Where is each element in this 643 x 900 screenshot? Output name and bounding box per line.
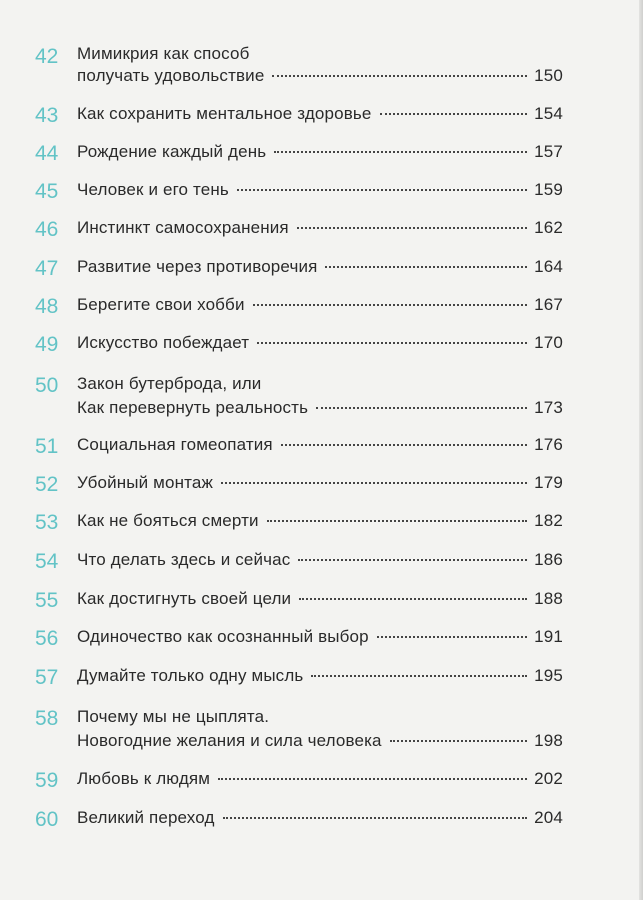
leader-dots (272, 75, 527, 77)
page-number: 202 (534, 769, 563, 788)
leader-dots (377, 636, 527, 638)
page-number: 159 (534, 180, 563, 199)
chapter-title: Развитие через противоречия (77, 257, 318, 276)
leader-dots (274, 151, 527, 153)
page-number: 186 (534, 550, 563, 569)
leader-dots (218, 778, 527, 780)
leader-dots (281, 444, 527, 446)
leader-dots (298, 559, 527, 561)
chapter-title: Как достигнуть своей цели (77, 589, 292, 608)
chapter-number: 43 (35, 104, 59, 127)
leader-dots (253, 304, 527, 306)
chapter-title: Социальная гомеопатия (77, 435, 273, 454)
chapter-number: 60 (35, 808, 59, 831)
chapter-title: Человек и его тень (77, 180, 229, 199)
chapter-title-line (77, 625, 563, 649)
leader-dots (316, 407, 527, 409)
chapter-number: 44 (35, 142, 59, 165)
chapter-number: 49 (35, 333, 59, 356)
page-number: 157 (534, 142, 563, 161)
chapter-title-line (77, 255, 563, 279)
chapter-title-line (77, 372, 563, 396)
chapter-title-line (77, 433, 563, 457)
page-number: 179 (534, 473, 563, 492)
page-number: 173 (534, 398, 563, 417)
chapter-number: 54 (35, 550, 59, 573)
chapter-title-line (77, 587, 563, 611)
chapter-title-line (77, 729, 563, 753)
leader-dots (390, 740, 527, 742)
page-number: 182 (534, 511, 563, 530)
chapter-title-line (77, 140, 563, 164)
chapter-number: 58 (35, 707, 59, 730)
chapter-title-line (77, 767, 563, 791)
leader-dots (267, 520, 527, 522)
page-edge-shadow (639, 0, 643, 900)
chapter-number: 53 (35, 511, 59, 534)
chapter-title: Как не бояться смерти (77, 511, 259, 530)
leader-dots (311, 675, 527, 677)
chapter-title-line (77, 42, 563, 66)
chapter-title: Берегите свои хобби (77, 295, 245, 314)
chapter-title-line (77, 806, 563, 830)
chapter-number: 52 (35, 473, 59, 496)
chapter-title: Новогодние желания и сила человека (77, 731, 382, 750)
chapter-title-line (77, 471, 563, 495)
chapter-number: 47 (35, 257, 59, 280)
page-number: 162 (534, 218, 563, 237)
chapter-title-line (77, 509, 563, 533)
chapter-title: Одиночество как осознанный выбор (77, 627, 369, 646)
chapter-title: Искусство побеждает (77, 333, 250, 352)
chapter-title: Инстинкт самосохранения (77, 218, 289, 237)
chapter-number: 57 (35, 666, 59, 689)
chapter-title-line (77, 396, 563, 420)
chapter-title: Закон бутерброда, или (77, 374, 262, 393)
page-number: 176 (534, 435, 563, 454)
chapter-title: Думайте только одну мысль (77, 666, 304, 685)
chapter-title: Мимикрия как способ (77, 44, 250, 63)
chapter-number: 55 (35, 589, 59, 612)
chapter-number: 45 (35, 180, 59, 203)
leader-dots (299, 598, 527, 600)
chapter-title-line (77, 216, 563, 240)
page-number: 167 (534, 295, 563, 314)
chapter-number: 48 (35, 295, 59, 318)
page-number: 198 (534, 731, 563, 750)
chapter-title: Что делать здесь и сейчас (77, 550, 291, 569)
chapter-title: Любовь к людям (77, 769, 211, 788)
chapter-title-line (77, 293, 563, 317)
leader-dots (325, 266, 527, 268)
leader-dots (223, 817, 527, 819)
chapter-title: Как перевернуть реальность (77, 398, 309, 417)
chapter-number: 50 (35, 374, 59, 397)
chapter-number: 51 (35, 435, 59, 458)
chapter-title: Великий переход (77, 808, 215, 827)
page-number: 164 (534, 257, 563, 276)
chapter-number: 42 (35, 45, 59, 68)
chapter-title: Почему мы не цыплята. (77, 707, 270, 726)
leader-dots (237, 189, 527, 191)
leader-dots (380, 113, 527, 115)
chapter-number: 56 (35, 627, 59, 650)
chapter-title: Убойный монтаж (77, 473, 213, 492)
page-number: 195 (534, 666, 563, 685)
chapter-title-line (77, 102, 563, 126)
chapter-title-line (77, 705, 563, 729)
leader-dots (297, 227, 527, 229)
chapter-title: Как сохранить ментальное здоровье (77, 104, 372, 123)
page-number: 150 (534, 66, 563, 85)
leader-dots (221, 482, 527, 484)
leader-dots (257, 342, 527, 344)
chapter-title: Рождение каждый день (77, 142, 267, 161)
chapter-number: 59 (35, 769, 59, 792)
chapter-title-line (77, 664, 563, 688)
page-number: 191 (534, 627, 563, 646)
chapter-title-line (77, 331, 563, 355)
chapter-title: получать удовольствие (77, 66, 265, 85)
chapter-title-line (77, 548, 563, 572)
chapter-title-line (77, 178, 563, 202)
page-number: 170 (534, 333, 563, 352)
chapter-number: 46 (35, 218, 59, 241)
page-number: 154 (534, 104, 563, 123)
page-number: 188 (534, 589, 563, 608)
chapter-title-line (77, 64, 563, 88)
page-number: 204 (534, 808, 563, 827)
